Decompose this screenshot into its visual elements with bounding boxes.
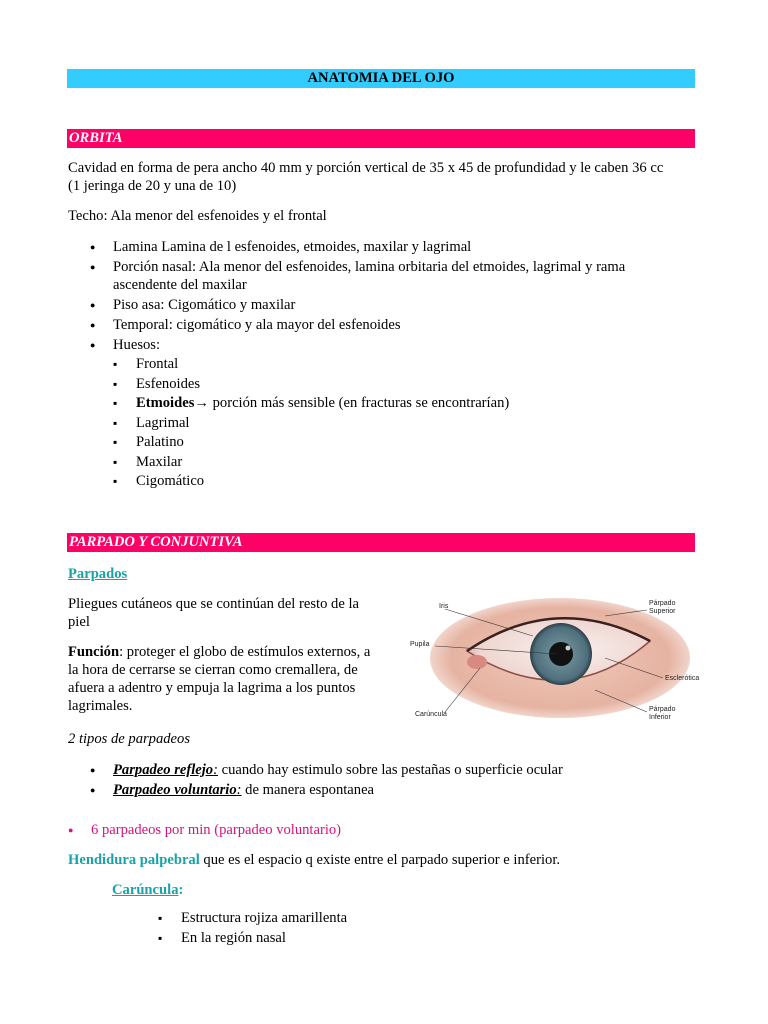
voluntario-colon: : — [236, 782, 242, 798]
list-item: ▪ Maxilar — [113, 453, 690, 471]
caruncula-heading — [112, 881, 183, 899]
label-pupila: Pupila — [410, 641, 430, 648]
orbita-intro-line2: (1 jeringa de 20 y una de 10) — [68, 178, 237, 194]
parpadeo-types-list — [90, 761, 690, 801]
hendidura-text: que es el espacio q existe entre el parpado superior e inferior. — [199, 852, 561, 868]
huesos-label: Huesos: — [113, 337, 161, 353]
orbita-intro — [68, 159, 708, 195]
document-title: ANATOMIA DEL OJO — [67, 69, 695, 88]
voluntario-label: Parpadeo voluntario — [113, 782, 237, 798]
list-item: ▪ Lagrimal — [113, 414, 690, 432]
etmoides-note: → porción más sensible (en fracturas se encontrarían) — [194, 395, 510, 411]
list-item: ● Lamina Lamina de l esfenoides, etmoides, maxilar y lagrimal — [90, 238, 690, 256]
list-item: ● Piso asa: Cigomático y maxilar — [90, 296, 690, 314]
label-parpado-inferior-line2: Inferior — [649, 714, 671, 721]
funcion-line2: la hora de cerrarse se cierran como cremallera, de — [68, 662, 358, 678]
pliegues-line1: Pliegues cutáneos que se continúan del resto de la — [68, 596, 359, 612]
label-parpado-superior-line1: Párpado — [649, 600, 676, 607]
list-item: ▪ Palatino — [113, 433, 690, 451]
caruncula-label: Carúncula — [112, 882, 179, 898]
list-item: ▪ Frontal — [113, 355, 690, 373]
funcion-line3: afuera a adentro y empuja la lagrima a los puntos — [68, 680, 356, 696]
subheading-parpados: Parpados — [68, 566, 128, 582]
tipos-parpadeos: 2 tipos de parpadeos — [68, 731, 191, 747]
label-caruncula: Carúncula — [415, 711, 447, 718]
funcion-line1: : proteger el globo de estímulos externos, a — [119, 644, 371, 660]
orbita-bullet-list — [90, 238, 690, 492]
parpados-funcion — [68, 643, 398, 715]
label-parpado-superior-line2: Superior — [649, 608, 676, 615]
list-item: ▪ Esfenoides — [113, 375, 690, 393]
funcion-line4: lagrimales. — [68, 698, 133, 714]
label-parpado-superior — [649, 600, 675, 616]
list-item: ▪ Cigomático — [113, 472, 690, 490]
list-item: ▪ En la región nasal — [158, 929, 347, 947]
hendidura-label: Hendidura palpebral — [68, 852, 200, 868]
caruncula-shape — [467, 655, 487, 669]
eye-highlight — [566, 646, 571, 651]
huesos-sublist — [113, 355, 690, 490]
list-item: ▪ Estructura rojiza amarillenta — [158, 909, 347, 927]
reflejo-colon: : — [213, 762, 218, 778]
pliegues-line2: piel — [68, 614, 90, 630]
orbita-techo: Techo: Ala menor del esfenoides y el frontal — [68, 208, 327, 224]
list-item-voluntario — [90, 781, 690, 799]
label-parpado-inferior — [649, 706, 675, 722]
label-esclerotica: Esclerótica — [665, 675, 700, 682]
section-heading-parpado: PARPADO Y CONJUNTIVA — [67, 533, 695, 552]
seis-parpadeos-list — [68, 821, 668, 841]
eye-anatomy-figure — [405, 596, 715, 726]
funcion-label: Función — [68, 644, 120, 660]
reflejo-label: Parpadeo reflejo — [113, 762, 214, 778]
caruncula-colon: : — [178, 882, 184, 898]
hendidura-palpebral — [68, 851, 560, 869]
list-item: ● Temporal: cigomático y ala mayor del esfenoides — [90, 316, 690, 334]
orbita-intro-line1: Cavidad en forma de pera ancho 40 mm y porción vertical de 35 x 45 de profundidad y le caben 36 cc — [68, 160, 664, 176]
list-item-etmoides — [113, 394, 690, 412]
voluntario-text: de manera espontanea — [241, 782, 375, 798]
etmoides-label: Etmoides — [136, 395, 195, 411]
list-item-reflejo — [90, 761, 690, 779]
list-item-huesos — [90, 336, 690, 490]
list-item: ● 6 parpadeos por min (parpadeo voluntario) — [68, 821, 668, 839]
label-parpado-inferior-line1: Párpado — [649, 706, 676, 713]
reflejo-text: cuando hay estimulo sobre las pestañas o superficie ocular — [217, 762, 563, 778]
caruncula-list — [158, 909, 347, 948]
label-iris: Iris — [439, 603, 449, 610]
parpados-pliegues — [68, 595, 388, 631]
list-item: ● Porción nasal: Ala menor del esfenoides, lamina orbitaria del etmoides, lagrimal y rama ascendente del maxilar — [90, 258, 653, 294]
section-heading-orbita: ORBITA — [67, 129, 695, 148]
